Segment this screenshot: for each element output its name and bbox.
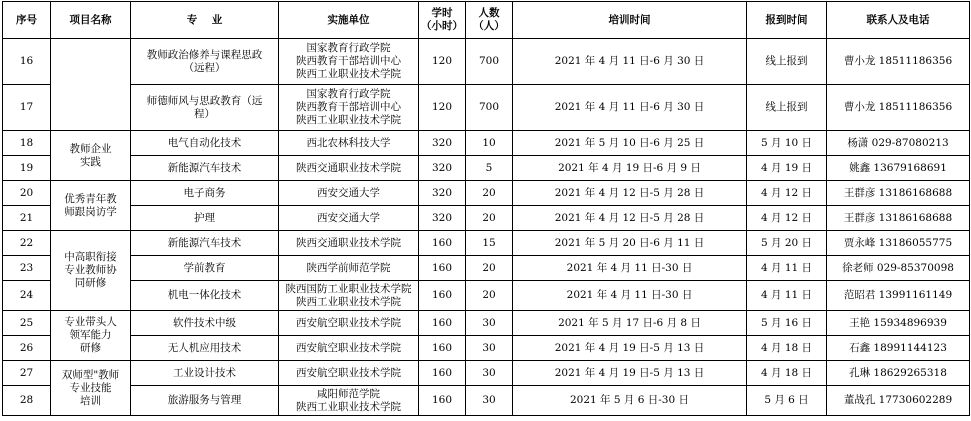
table-row [3,386,970,416]
table-row [3,131,970,156]
seq-cell: 17 [3,85,51,131]
report-cell: 4 月 12 日 [747,206,827,231]
major-cell: 电气自动化技术 [131,131,279,156]
report-cell: 4 月 18 日 [747,361,827,386]
seq-cell: 20 [3,181,51,206]
period-cell: 2021 年 5 月 20 日-6 月 11 日 [513,231,747,256]
hours-cell: 160 [419,386,466,416]
unit-cell: 西安航空职业技术学院 [279,311,419,336]
project-cell: 中高职衔接 专业教师协 同研修 [51,231,131,311]
unit-cell: 陕西交通职业技术学院 [279,156,419,181]
report-cell: 4 月 19 日 [747,156,827,181]
major-cell: 无人机应用技术 [131,336,279,361]
seq-cell: 24 [3,281,51,311]
table-row [3,181,970,206]
unit-cell: 陕西交通职业技术学院 [279,231,419,256]
contact-cell: 石鑫 18991144123 [827,336,970,361]
report-cell: 线上报到 [747,85,827,131]
contact-cell: 王群彦 13186168688 [827,181,970,206]
major-cell: 软件技术中级 [131,311,279,336]
major-cell: 电子商务 [131,181,279,206]
contact-cell: 董战孔 17730602289 [827,386,970,416]
contact-cell: 杨潇 029-87080213 [827,131,970,156]
period-cell: 2021 年 4 月 11 日-30 日 [513,281,747,311]
contact-cell: 范昭君 13991161149 [827,281,970,311]
header-hours: 学时 （小时） [419,2,466,39]
people-cell: 700 [466,39,513,85]
report-cell: 5 月 16 日 [747,311,827,336]
unit-cell: 陕西国防工业职业技术学院 陕西工业职业技术学院 [279,281,419,311]
header-people: 人数 （人） [466,2,513,39]
table-row [3,311,970,336]
hours-cell: 320 [419,156,466,181]
header-seq: 序号 [3,2,51,39]
unit-cell: 西安航空职业技术学院 [279,336,419,361]
people-cell: 20 [466,281,513,311]
report-cell: 线上报到 [747,39,827,85]
period-cell: 2021 年 4 月 19 日-5 月 13 日 [513,336,747,361]
contact-cell: 曹小龙 18511186356 [827,39,970,85]
table-row [3,39,970,85]
period-cell: 2021 年 4 月 12 日-5 月 28 日 [513,181,747,206]
seq-cell: 21 [3,206,51,231]
unit-cell: 西安交通大学 [279,206,419,231]
major-cell: 工业设计技术 [131,361,279,386]
period-cell: 2021 年 4 月 19 日-6 月 9 日 [513,156,747,181]
hours-cell: 160 [419,336,466,361]
major-cell: 新能源汽车技术 [131,231,279,256]
table-row [3,206,970,231]
table-row [3,336,970,361]
contact-cell: 姚鑫 13679168691 [827,156,970,181]
hours-cell: 320 [419,206,466,231]
major-cell: 新能源汽车技术 [131,156,279,181]
report-cell: 4 月 18 日 [747,336,827,361]
period-cell: 2021 年 5 月 6 日-30 日 [513,386,747,416]
unit-cell: 国家教育行政学院 陕西教育干部培训中心 陕西工业职业技术学院 [279,85,419,131]
table-row [3,231,970,256]
unit-cell: 陕西学前师范学院 [279,256,419,281]
major-cell: 机电一体化技术 [131,281,279,311]
period-cell: 2021 年 5 月 17 日-6 月 8 日 [513,311,747,336]
header-report: 报到时间 [747,2,827,39]
unit-cell: 西北农林科技大学 [279,131,419,156]
period-cell: 2021 年 4 月 11 日-30 日 [513,256,747,281]
report-cell: 5 月 10 日 [747,131,827,156]
hours-cell: 160 [419,281,466,311]
people-cell: 20 [466,206,513,231]
people-cell: 30 [466,361,513,386]
seq-cell: 28 [3,386,51,416]
hours-cell: 120 [419,39,466,85]
period-cell: 2021 年 5 月 10 日-6 月 25 日 [513,131,747,156]
unit-cell: 西安航空职业技术学院 [279,361,419,386]
table-row [3,85,970,131]
hours-cell: 160 [419,311,466,336]
project-cell: 教师企业 实践 [51,131,131,181]
hours-cell: 160 [419,361,466,386]
people-cell: 15 [466,231,513,256]
table-row [3,156,970,181]
unit-cell: 西安交通大学 [279,181,419,206]
training-schedule-table [2,1,970,416]
major-cell: 学前教育 [131,256,279,281]
contact-cell: 孔琳 18629265318 [827,361,970,386]
project-cell [51,39,131,131]
header-row [3,2,970,39]
table-row [3,361,970,386]
report-cell: 4 月 12 日 [747,181,827,206]
seq-cell: 25 [3,311,51,336]
project-cell: 专业带头人 领军能力 研修 [51,311,131,361]
header-unit: 实施单位 [279,2,419,39]
hours-cell: 320 [419,181,466,206]
people-cell: 20 [466,181,513,206]
seq-cell: 16 [3,39,51,85]
report-cell: 5 月 20 日 [747,231,827,256]
project-cell: 优秀青年教 师跟岗访学 [51,181,131,231]
hours-cell: 120 [419,85,466,131]
people-cell: 30 [466,386,513,416]
hours-cell: 160 [419,256,466,281]
people-cell: 30 [466,311,513,336]
header-period: 培训时间 [513,2,747,39]
table-row [3,281,970,311]
seq-cell: 27 [3,361,51,386]
header-major: 专 业 [131,2,279,39]
people-cell: 30 [466,336,513,361]
seq-cell: 19 [3,156,51,181]
unit-cell: 咸阳师范学院 陕西工业职业技术学院 [279,386,419,416]
hours-cell: 320 [419,131,466,156]
contact-cell: 王群彦 13186168688 [827,206,970,231]
major-cell: 护理 [131,206,279,231]
seq-cell: 23 [3,256,51,281]
contact-cell: 王艳 15934896939 [827,311,970,336]
hours-cell: 160 [419,231,466,256]
people-cell: 700 [466,85,513,131]
header-project: 项目名称 [51,2,131,39]
period-cell: 2021 年 4 月 11 日-6 月 30 日 [513,39,747,85]
people-cell: 10 [466,131,513,156]
report-cell: 4 月 11 日 [747,256,827,281]
seq-cell: 26 [3,336,51,361]
contact-cell: 曹小龙 18511186356 [827,85,970,131]
report-cell: 4 月 11 日 [747,281,827,311]
period-cell: 2021 年 4 月 11 日-6 月 30 日 [513,85,747,131]
period-cell: 2021 年 4 月 12 日-5 月 28 日 [513,206,747,231]
project-cell: 双师型"教师 专业技能 培训 [51,361,131,416]
major-cell: 师德师风与思政教育（远 程） [131,85,279,131]
major-cell: 旅游服务与管理 [131,386,279,416]
report-cell: 5 月 6 日 [747,386,827,416]
unit-cell: 国家教育行政学院 陕西教育干部培训中心 陕西工业职业技术学院 [279,39,419,85]
people-cell: 20 [466,256,513,281]
header-contact: 联系人及电话 [827,2,970,39]
period-cell: 2021 年 4 月 19 日-5 月 13 日 [513,361,747,386]
seq-cell: 18 [3,131,51,156]
table-row [3,256,970,281]
seq-cell: 22 [3,231,51,256]
contact-cell: 徐老师 029-85370098 [827,256,970,281]
contact-cell: 贾永峰 13186055775 [827,231,970,256]
people-cell: 5 [466,156,513,181]
major-cell: 教师政治修养与课程思政 （远程） [131,39,279,85]
